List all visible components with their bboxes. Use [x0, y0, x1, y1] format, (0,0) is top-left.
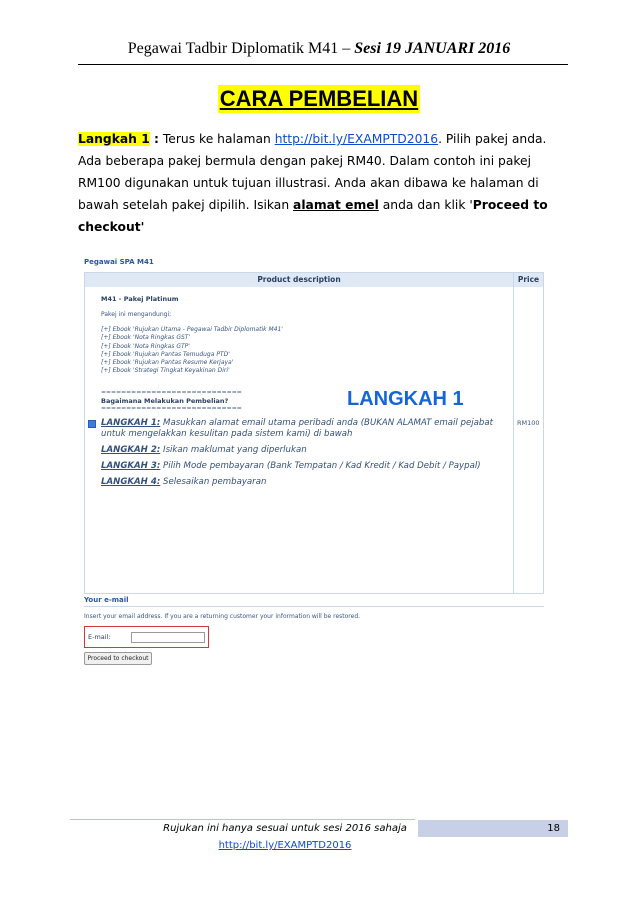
langkah-callout: LANGKAH 1 — [347, 388, 464, 410]
list-item: [+] Ebook 'Strategi Tingkat Keyakinan Diri' — [101, 367, 230, 375]
column-divider — [513, 273, 514, 593]
email-section-title: Your e-mail — [84, 596, 129, 604]
shop-link[interactable]: http://bit.ly/EXAMPTD2016 — [274, 132, 439, 146]
product-table — [84, 272, 544, 594]
email-label: E-mail: — [88, 633, 111, 641]
footer-link[interactable]: http://bit.ly/EXAMPTD2016 — [218, 840, 352, 851]
step-colon: : — [149, 132, 159, 146]
list-item — [101, 461, 501, 472]
step-label: LANGKAH 4: — [101, 477, 161, 487]
list-item: [+] Ebook 'Rujukan Utama - Pegawai Tadbir Diplomatik M41' — [101, 326, 283, 333]
header-divider — [78, 64, 568, 65]
checkout-emphasis: Proceed to checkout' — [78, 198, 548, 234]
list-item — [101, 418, 501, 440]
para-text-3: anda dan klik ' — [378, 198, 473, 212]
list-item: [+] Ebook 'Nota Ringkas GTP' — [101, 342, 190, 350]
title-wrap — [0, 85, 638, 113]
ebook-list — [101, 326, 283, 376]
page-number: 18 — [418, 820, 568, 837]
list-item: [+] Ebook 'Rujukan Pantas Temuduga PTD' — [101, 350, 230, 358]
step-text: Masukkan alamat email utama peribadi anda (BUKAN ALAMAT email pejabat untuk mengelakkan kesulitan pada sistem kami) di bawah — [101, 418, 494, 439]
page-title: CARA PEMBELIAN — [219, 86, 419, 111]
step-text: Selesaikan pembayaran — [160, 477, 267, 487]
para-text-1: Terus ke halaman — [158, 132, 275, 146]
email-highlight-box — [84, 626, 209, 648]
list-item — [101, 445, 501, 456]
email-input[interactable] — [131, 632, 205, 643]
product-checkbox[interactable] — [88, 420, 96, 428]
separator-bottom: ============================ — [101, 405, 242, 412]
list-item — [101, 477, 501, 488]
step-label: LANGKAH 1: — [101, 418, 161, 428]
step-text: Isikan maklumat yang diperlukan — [160, 445, 307, 455]
instruction-paragraph — [78, 128, 568, 238]
list-item: [+] Ebook 'Nota Ringkas GST' — [101, 334, 191, 342]
product-name: M41 - Pakej Platinum — [101, 295, 179, 303]
col-header-price: Price — [514, 273, 543, 287]
step-list — [101, 418, 501, 493]
email-divider — [84, 606, 544, 607]
embedded-screenshot — [84, 258, 544, 662]
step-text: Pilih Mode pembayaran (Bank Tempatan / Kad Kredit / Kad Debit / Paypal) — [160, 461, 481, 471]
separator-top: ============================ — [101, 389, 242, 396]
product-price: RM100 — [517, 419, 540, 427]
proceed-to-checkout-button[interactable]: Proceed to checkout — [84, 652, 152, 665]
howto-heading: Bagaimana Melakukan Pembelian? — [101, 397, 229, 405]
header-title: Pegawai Tadbir Diplomatik M41 – — [127, 40, 355, 57]
email-instructions: Insert your email address. If you are a returning customer your information will be restored. — [84, 613, 361, 620]
header-session: Sesi 19 JANUARI 2016 — [354, 40, 511, 57]
col-header-description: Product description — [85, 273, 513, 287]
running-header — [0, 40, 638, 58]
shop-title: Pegawai SPA M41 — [84, 258, 154, 266]
step-label: LANGKAH 3: — [101, 461, 161, 471]
step-label: LANGKAH 2: — [101, 445, 161, 455]
package-contains: Pakej ini mengandungi; — [101, 311, 172, 318]
para-text-2: . Pilih pakej anda. Ada beberapa pakej bermula dengan pakej RM40. Dalam contoh ini pakej RM100 digunakan untuk tujuan illustrasi. Anda akan dibawa ke halaman di bawah setelah pakej dipilih. Isikan — [78, 132, 547, 212]
email-emphasis: alamat emel — [293, 198, 379, 212]
footer — [160, 820, 410, 854]
footer-note: Rujukan ini hanya sesuai untuk sesi 2016 sahaja — [163, 823, 407, 834]
step-label: Langkah 1 — [78, 132, 150, 146]
list-item: [+] Ebook 'Rujukan Pantas Resume Kerjaya' — [101, 359, 234, 367]
